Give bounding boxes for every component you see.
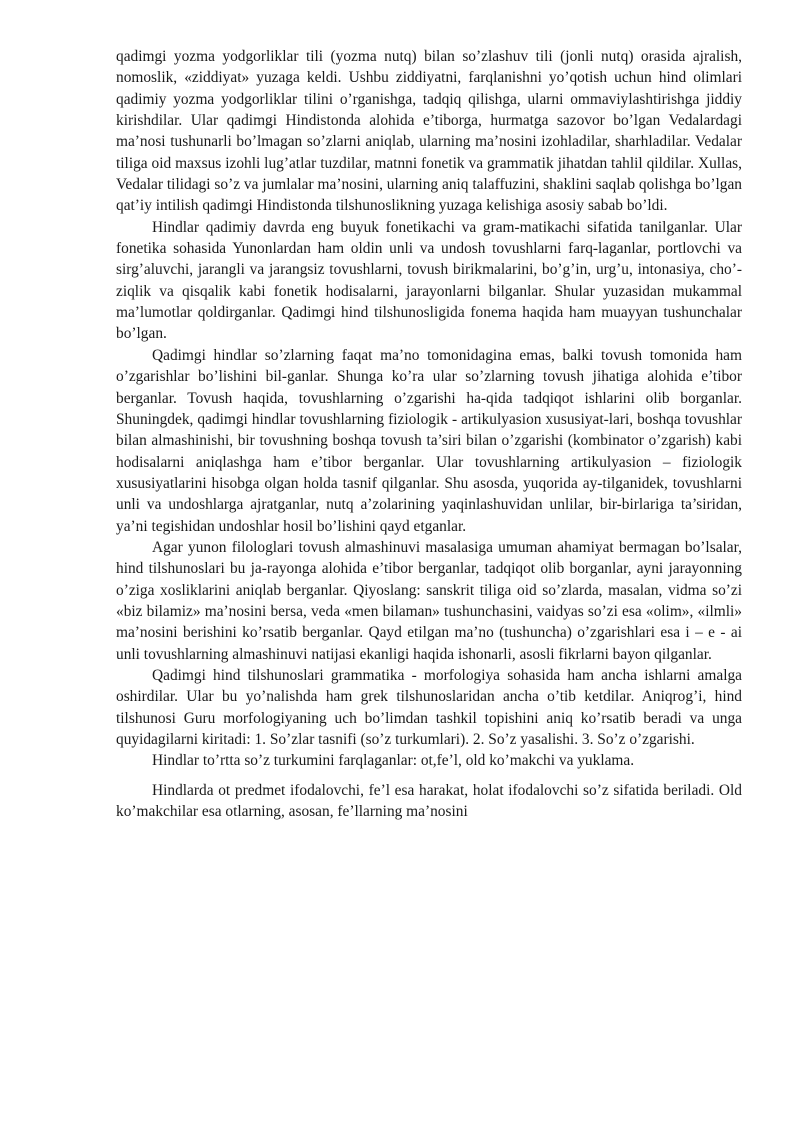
paragraph-7: Hindlarda ot predmet ifodalovchi, fe’l esa harakat, holat ifodalovchi so’z sifatida beriladi. Old ko’makchilar esa otlarning, asosan, fe’llarning ma’nosini [116, 781, 742, 821]
paragraph-2: Hindlar qadimiy davrda eng buyuk fonetikachi va gram-matikachi sifatida tanilganlar. Ular fonetika sohasida Yunonlardan ham oldin unli va undosh tovushlarni farq-laganlar, portlovchi va sirg’aluvchi, jarangli va jarangsiz tovushlarni, tovush birikmalarini, bo’g’in, urg’u, intonasiya, cho’-ziqlik va qisqalik kabi fonetik hodisalarni, jarayonlarni bilganlar. Shular yuzasidan mukammal ma’lumotlar qoldirganlar. Qadimgi hind tilshunosligida fonema haqida ham muayyan tushunchalar bo’lgan. [116, 218, 742, 343]
paragraph-3: Qadimgi hindlar so’zlarning faqat ma’no tomonidagina emas, balki tovush tomonida ham o’zgarishlar bo’lishini bil-ganlar. Shunga ko’ra ular so’zlarning tovush jihatiga alohida e’tibor berganlar. Tovush haqida, tovushlarning o’zgarishi ha-qida tadqiqot ishlarini olib borganlar. Shuningdek, qadimgi hindlar tovushlarning fiziologik - artikulyasion xususiyat-lari, boshqa tovushlar bilan almashinishi, bir tovushning boshqa tovush ta’siri bilan o’zgarishi (kombinator o’zgarish) kabi hodisalarni aniqlashga ham e’tibor berganlar. Ular tovushlarning artikulyasion – fiziologik xususiyatlarini hisobga olgan holda tasnif qilganlar. Shu asosda, yuqorida ay-tilganidek, tovushlarni unli va undoshlarga ajratganlar, nutq a’zolarining yaqinlashuvidan unlilar, bir-birlariga ta’siridan, ya’ni tegishidan undoshlar hosil bo’lishini qayd etganlar. [116, 346, 742, 535]
paragraph-5: Qadimgi hind tilshunoslari grammatika - morfologiya sohasida ham ancha ishlarni amalga oshirdilar. Ular bu yo’nalishda ham grek tilshunoslaridan ancha o’tib ketdilar. Aniqrog’i, hind tilshunosi Guru morfologiyaning uch bo’limdan tashkil topishini aniq ko’rsatib beradi va unga quyidagilarni kiritadi: 1. So’zlar tasnifi (so’z turkumlari). 2. So’z yasalishi. 3. So’z o’zgarishi. [116, 666, 742, 748]
paragraph-6: Hindlar to’rtta so’z turkumini farqlaganlar: ot,fe’l, old ko’makchi va yuklama. [152, 752, 635, 770]
paragraph-4: Agar yunon filologlari tovush almashinuvi masalasiga umuman ahamiyat bermagan bo’lsalar, hind tilshunoslari bu ja-rayonga alohida e’tibor berganlar, tadqiqot olib borganlar, ayni jarayonning o’ziga xosliklarini aniqlab berganlar. Qiyoslang: sanskrit tiliga oid so’zlarda, masalan, vidma so’zi «biz bilamiz» ma’nosini bersa, veda «men bilaman» tushunchasini, vaidyas so’zi esa «olim», «ilmli» ma’nosini berishini ko’rsatib berganlar. Qayd etilgan ma’no (tushuncha) o’zgarishlari esa i – e - ai unli tovushlarning almashinuvi natijasi ekanligi haqida ishonarli, asosli fikrlarni bayon qilganlar. [116, 538, 742, 663]
paragraph-1: qadimgi yozma yodgorliklar tili (yozma nutq) bilan so’zlashuv tili (jonli nutq) orasida ajralish, nomoslik, «ziddiyat» yuzaga keldi. Ushbu ziddiyatni, farqlanishni yo’qotish uchun hind olimlari qadimiy yozma yodgorliklar tilini o’rganishga, tadqiq qilishga, ularni ommaviylashtirishga jiddiy kirishdilar. Ular qadimgi Hindistonda alohida e’tiborga, hurmatga sazovor bo’lgan Vedalardagi ma’nosi tushunarli bo’lmagan so’zlarni aniqlab, ularning ma’nosini izohladilar, sharhladilar. Vedalar tiliga oid maxsus izohli lug’atlar tuzdilar, matnni fonetik va grammatik jihatdan tahlil qildilar. Xullas, Vedalar tilidagi so’z va jumlalar ma’nosini, ularning aniq talaffuzini, shaklini saqlab qolishga bo’lgan qat’iy intilish qadimgi Hindistonda tilshunoslikning yuzaga kelishiga asosiy sabab bo’ldi. [116, 48, 742, 215]
document-page [116, 46, 742, 822]
